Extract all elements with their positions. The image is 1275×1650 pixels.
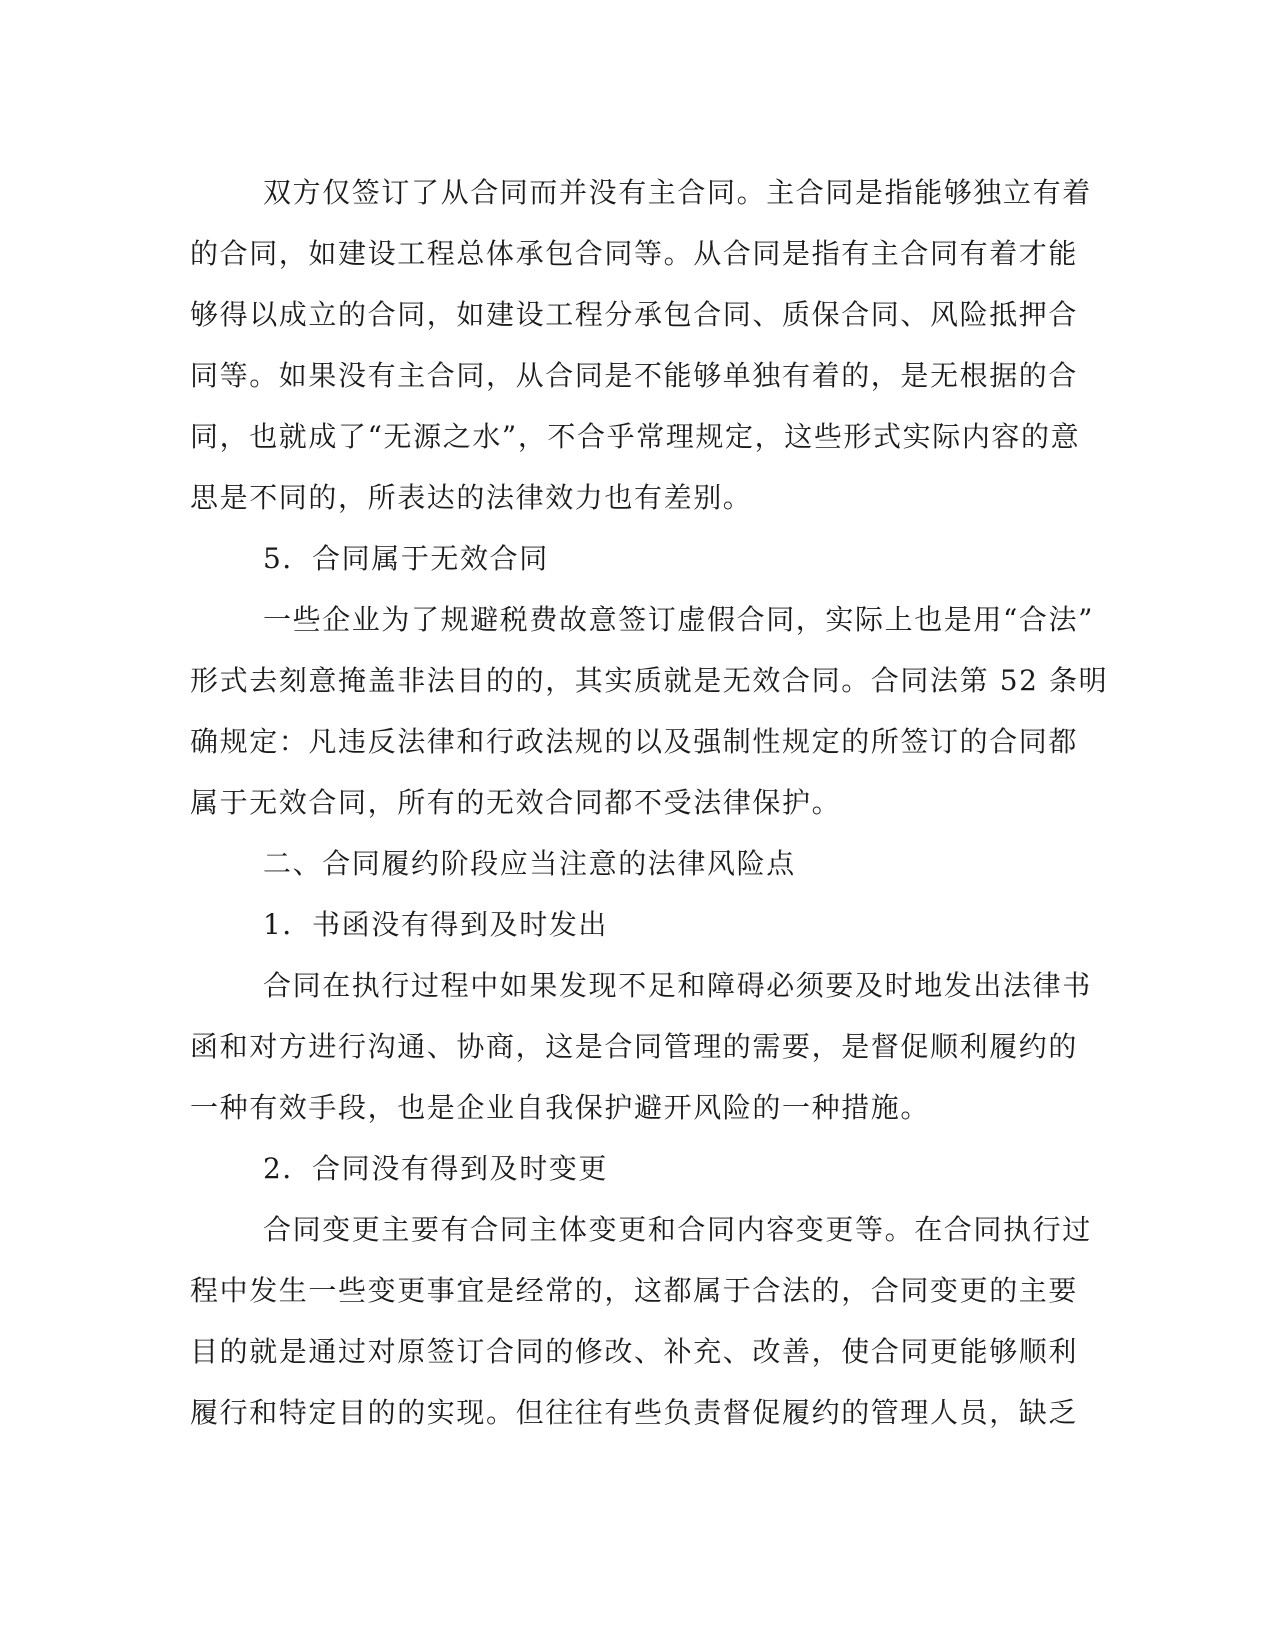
paragraph-line: 一种有效手段，也是企业自我保护避开风险的一种措施。 — [190, 1091, 931, 1124]
paragraph-line: 的合同，如建设工程总体承包合同等。从合同是指有主合同有着才能 — [190, 237, 1079, 270]
paragraph-line: 双方仅签订了从合同而并没有主合同。主合同是指能够独立有着 — [263, 176, 1092, 209]
paragraph-line: 函和对方进行沟通、协商，这是合同管理的需要，是督促顺利履约的 — [190, 1030, 1079, 1063]
paragraph-line: 确规定：凡违反法律和行政法规的以及强制性规定的所签订的合同都 — [190, 725, 1079, 758]
paragraph-line: 属于无效合同，所有的无效合同都不受法律保护。 — [190, 786, 842, 819]
paragraph-line: 合同在执行过程中如果发现不足和障碍必须要及时地发出法律书 — [263, 969, 1092, 1002]
paragraph-line: 程中发生一些变更事宜是经常的，这都属于合法的，合同变更的主要 — [190, 1274, 1079, 1307]
paragraph-line: 目的就是通过对原签订合同的修改、补充、改善，使合同更能够顺利 — [190, 1335, 1079, 1368]
paragraph-line: 思是不同的，所表达的法律效力也有差别。 — [190, 481, 753, 514]
section-heading: 1．书函没有得到及时发出 — [263, 908, 609, 941]
paragraph-line: 履行和特定目的的实现。但往往有些负责督促履约的管理人员，缺乏 — [190, 1396, 1079, 1429]
paragraph-line: 一些企业为了规避税费故意签订虚假合同，实际上也是用“合法” — [263, 603, 1095, 636]
paragraph-line: 同等。如果没有主合同，从合同是不能够单独有着的，是无根据的合 — [190, 359, 1079, 392]
paragraph-line: 形式去刻意掩盖非法目的的，其实质就是无效合同。合同法第 52 条明 — [190, 664, 1109, 697]
paragraph-line: 合同变更主要有合同主体变更和合同内容变更等。在合同执行过 — [263, 1213, 1092, 1246]
section-heading: 二、合同履约阶段应当注意的法律风险点 — [263, 847, 796, 880]
section-heading: 2．合同没有得到及时变更 — [263, 1152, 609, 1185]
body-text — [190, 162, 1109, 1443]
paragraph-line: 够得以成立的合同，如建设工程分承包合同、质保合同、风险抵押合 — [190, 298, 1079, 331]
paragraph-line: 同，也就成了“无源之水”，不合乎常理规定，这些形式实际内容的意 — [190, 420, 1081, 453]
section-heading: 5．合同属于无效合同 — [263, 542, 549, 575]
